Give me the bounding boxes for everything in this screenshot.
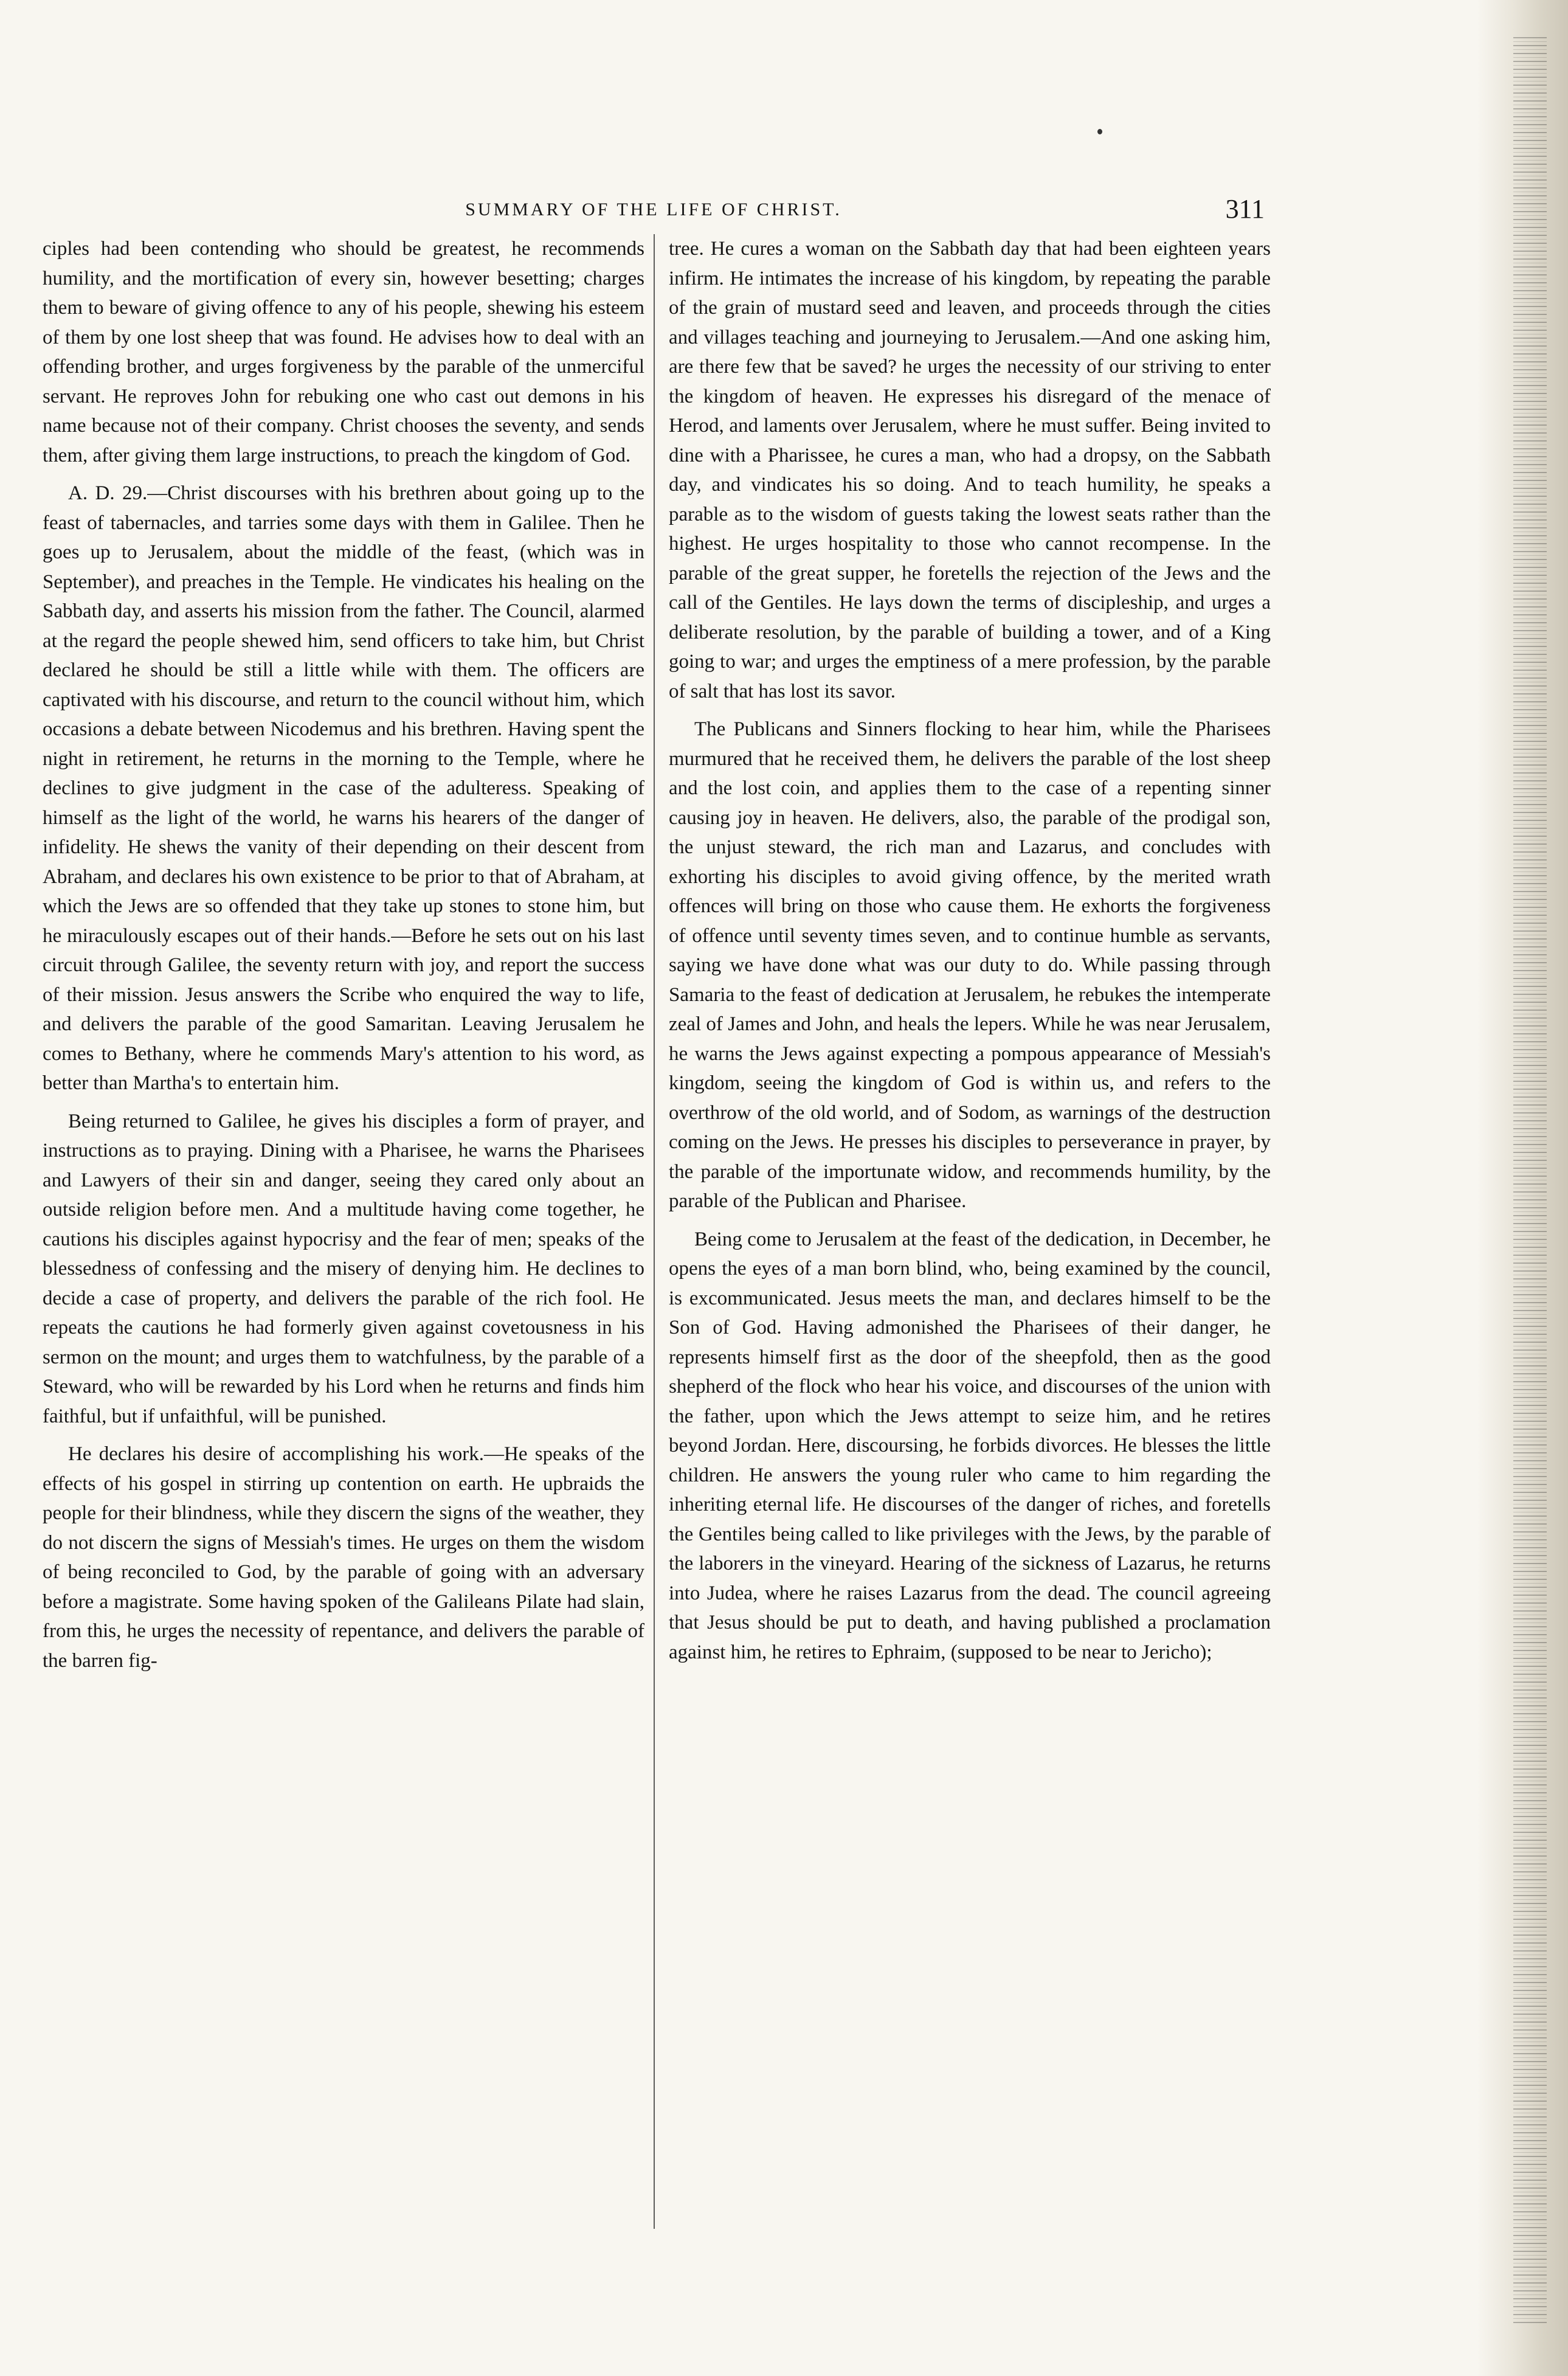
text-columns — [43, 234, 1271, 2302]
paragraph: Being come to Jerusalem at the feast of the dedication, in December, he opens the eyes of a man born blind, who, being examined by the council, is excommunicated. Jesus meets the man, and declares himself to be the Son of God. Having admonished the Pharisees of their danger, he represents himself first as the door of the sheepfold, then as the good shepherd of the flock who hear his voice, and discourses of the union with the father, upon which the Jews attempt to seize him, and he retires beyond Jordan. Here, discoursing, he forbids divorces. He blesses the little children. He answers the young ruler who came to him regarding the inheriting eternal life. He discourses of the danger of riches, and foretells the Gentiles being called to like privileges with the Jews, by the parable of the laborers in the vineyard. Hearing of the sickness of Lazarus, he returns into Judea, where he raises Lazarus from the dead. The council agreeing that Jesus should be put to death, and having published a proclamation against him, he retires to Ephraim, (supposed to be near to Jericho); — [669, 1228, 1271, 1663]
paragraph: The Publicans and Sinners flocking to hear him, while the Pharisees murmured that he received them, he delivers the parable of the lost sheep and the lost coin, and applies them to the case of a repenting sinner causing joy in heaven. He delivers, also, the parable of the prodigal son, the unjust steward, the rich man and Lazarus, and concludes with exhorting his disciples to avoid giving offence, by the merited wrath offences will bring on those who cause them. He exhorts the forgiveness of offence until seventy times seven, and to continue humble as servants, saying we have done what was our duty to do. While passing through Samaria to the feast of dedication at Jerusalem, he rebukes the intemperate zeal of James and John, and heals the lepers. While he was near Jerusalem, he warns the Jews against expecting a pompous appearance of Messiah's kingdom, seeing the kingdom of God is within us, and refers to the overthrow of the old world, and of Sodom, as warnings of the destruction coming on the Jews. He presses his disciples to perseverance in prayer, by the parable of the importunate widow, and recommends humility, by the parable of the Publican and Pharisee. — [669, 718, 1271, 1212]
paragraph: A. D. 29.—Christ discourses with his brethren about going up to the feast of tabernacles, and tarries some days with them in Galilee. Then he goes up to Jerusalem, about the middle of the feast, (which was in September), and preaches in the Temple. He vindicates his healing on the Sabbath day, and asserts his mission from the father. The Council, alarmed at the regard the people shewed him, send officers to take him, but Christ declared he should be still a little while with them. The officers are captivated with his discourse, and return to the council without him, which occasions a debate between Nicodemus and his brethren. Having spent the night in retirement, he returns in the morning to the Temple, where he declines to give judgment in the case of the adulteress. Speaking of himself as the light of the world, he warns his hearers of the danger of infidelity. He shews the vanity of their depending on their descent from Abraham, and declares his own existence to be prior to that of Abraham, at which the Jews are so offended that they take up stones to stone him, but he miraculously escapes out of their hands.—Before he sets out on his last circuit through Galilee, the seventy return with joy, and report the success of their mission. Jesus answers the Scribe who enquired the way to life, and delivers the parable of the good Samaritan. Leaving Jerusalem he comes to Bethany, where he commends Mary's attention to his word, as better than Martha's to entertain him. — [43, 482, 644, 1094]
running-title: SUMMARY OF THE LIFE OF CHRIST. — [465, 199, 842, 220]
paragraph: ciples had been contending who should be greatest, he recommends humility, and the mortification of every sin, however besetting; charges them to beware of giving offence to any of his people, shewing his esteem of them by one lost sheep that was found. He advises how to deal with an offending brother, and urges forgiveness by the parable of the unmerciful servant. He reproves John for rebuking one who cast out demons in his name because not of their company. Christ chooses the seventy, and sends them, after giving them large instructions, to preach the kingdom of God. — [43, 238, 644, 466]
paragraph: Being returned to Galilee, he gives his disciples a form of prayer, and instructions as to praying. Dining with a Pharisee, he warns the Pharisees and Lawyers of their sin and danger, seeing they cared only about an outside religion before men. And a multitude having come together, he cautions his disciples against hypocrisy and the fear of men; speaks of the blessedness of confessing and the misery of denying him. He declines to decide a case of property, and delivers the parable of the rich fool. He repeats the cautions he had formerly given against covetousness in his sermon on the mount; and urges them to watchfulness, by the parable of a Steward, who will be rewarded by his Lord when he returns and finds him faithful, but if unfaithful, will be punished. — [43, 1110, 644, 1427]
page-header — [43, 193, 1265, 230]
paragraph: tree. He cures a woman on the Sabbath day that had been eighteen years infirm. He intimates the increase of his kingdom, by repeating the parable of the grain of mustard seed and leaven, and proceeds through the cities and villages teaching and journeying to Jerusalem.—And one asking him, are there few that be saved? he urges the necessity of our striving to enter the kingdom of heaven. He expresses his disregard of the menace of Herod, and laments over Jerusalem, where he must suffer. Being invited to dine with a Pharissee, he cures a man, who had a dropsy, on the Sabbath day, and vindicates his so doing. And to teach humility, he speaks a parable as to the wisdom of guests taking the lowest seats rather than the highest. He urges hospitality to those who cannot recompense. In the parable of the great supper, he foretells the rejection of the Jews and the call of the Gentiles. He lays down the terms of discipleship, and urges a deliberate resolution, by the parable of building a tower, and of a King going to war; and urges the emptiness of a mere profession, by the parable of salt that has lost its savor. — [669, 238, 1271, 702]
left-column — [43, 234, 644, 1675]
column-rule — [654, 234, 655, 2229]
ink-speck — [1097, 129, 1102, 134]
paragraph: He declares his desire of accomplishing his work.—He speaks of the effects of his gospel in stirring up contention on earth. He upbraids the people for their blindness, while they discern the signs of the weather, they do not discern the signs of Messiah's times. He urges on them the wisdom of being reconciled to God, by the parable of going with an adversary before a magistrate. Some having spoken of the Galileans Pilate had slain, from this, he urges the necessity of repentance, and delivers the parable of the barren fig- — [43, 1443, 644, 1672]
page-number: 311 — [1225, 194, 1265, 224]
edge-texture — [1513, 36, 1547, 2323]
right-column — [669, 234, 1271, 1667]
page-binding-edge — [1477, 0, 1568, 2376]
